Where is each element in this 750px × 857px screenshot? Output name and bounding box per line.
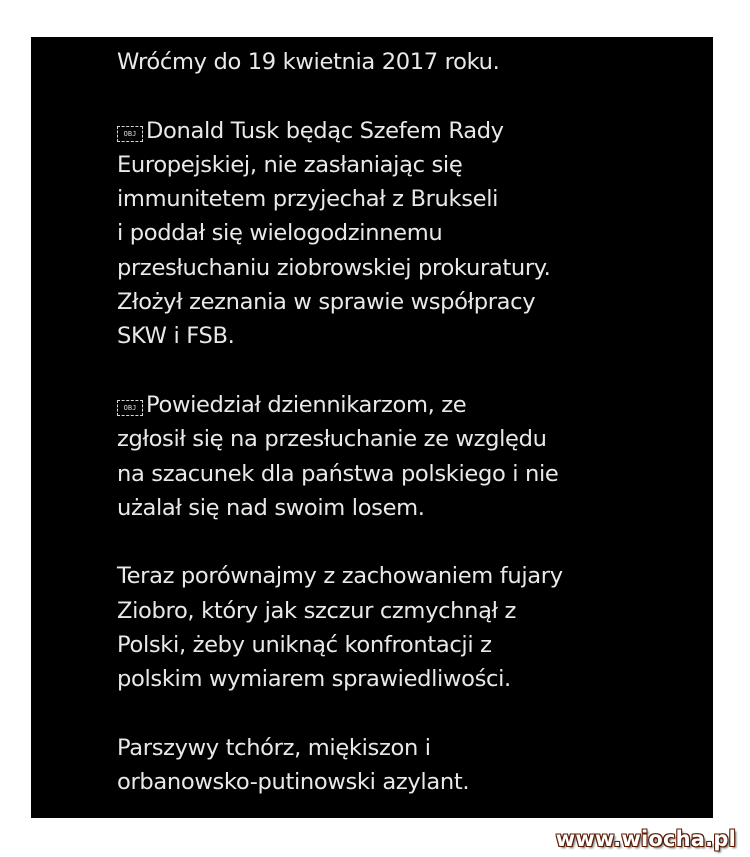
paragraph-comparison: Teraz porównajmy z zachowaniem fujary Ziobro, który jak szczur czmychnął z Polski, żeby uniknąć konfrontacji z polskim wymiarem sprawiedliwości. — [117, 563, 563, 693]
post-text — [117, 45, 697, 800]
post-screenshot — [31, 37, 713, 818]
paragraph-tusk-testimony-text: Donald Tusk będąc Szefem Rady Europejskiej, nie zasłaniając się immunitetem przyjechał z Brukseli i poddał się wielogodzinnemu przesłuchaniu ziobrowskiej prokuratury. Złożył zeznania w sprawie współpracy SKW i FSB. — [117, 117, 551, 350]
paragraph-journalists-text: Powiedział dziennikarzom, ze zgłosił się na przesłuchanie ze względu na szacunek dla państwa polskiego i nie użalał się nad swoim losem. — [117, 391, 559, 521]
paragraph-gap — [117, 697, 697, 731]
paragraph-date: Wróćmy do 19 kwietnia 2017 roku. — [117, 49, 500, 75]
paragraph-conclusion: Parszywy tchórz, miękiszon i orbanowsko-putinowski azylant. — [117, 734, 470, 796]
paragraph-tusk-testimony — [117, 114, 697, 354]
object-placeholder-icon: OBJ — [117, 126, 143, 142]
paragraph-gap — [117, 525, 697, 559]
watermark-logo: www.wiocha.pl — [555, 827, 736, 851]
paragraph-journalists — [117, 388, 697, 525]
paragraph-gap — [117, 354, 697, 388]
paragraph-gap — [117, 79, 697, 113]
object-placeholder-icon: OBJ — [117, 400, 143, 416]
